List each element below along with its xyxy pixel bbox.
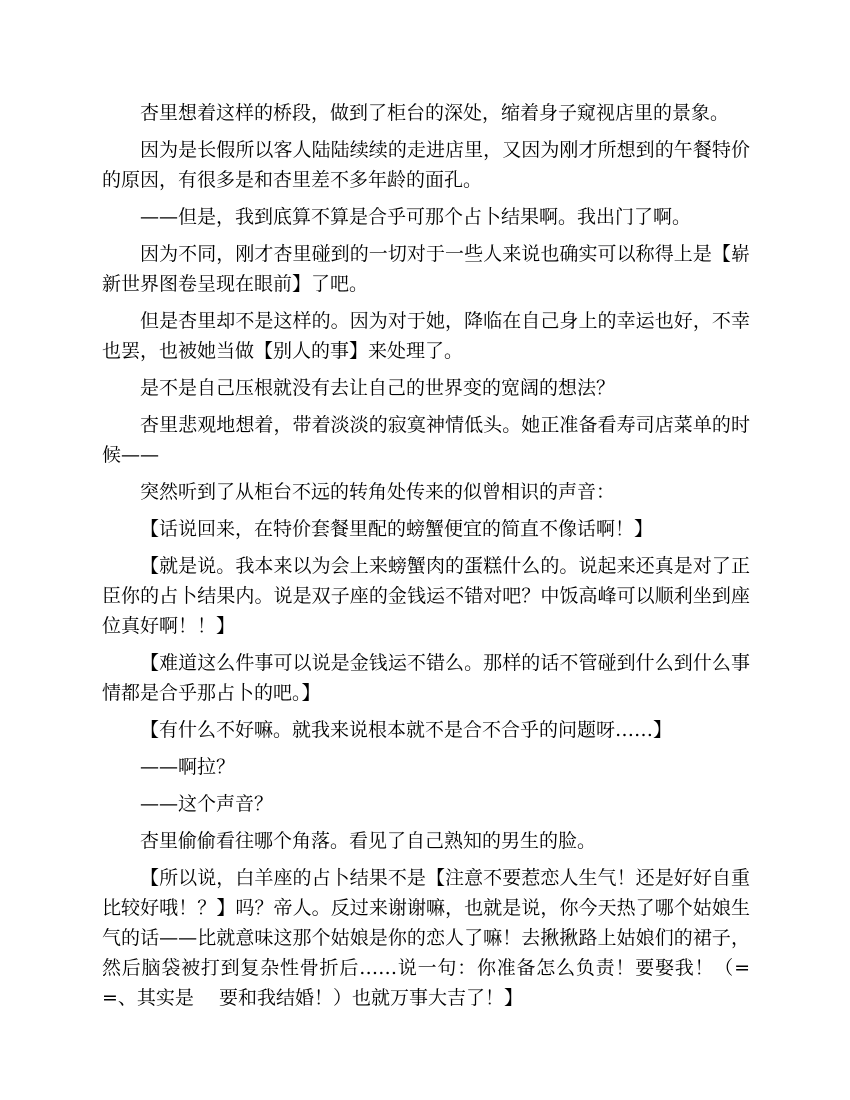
paragraph-8: 突然听到了从柜台不远的转角处传来的似曾相识的声音： bbox=[140, 481, 616, 503]
paragraph-2: 因为是长假所以客人陆陆续续的走进店里，又因为刚才所想到的午餐特价的原因，有很多是和杏里差不多年龄的面孔。 bbox=[102, 139, 750, 191]
paragraph-9: 【话说回来，在特价套餐里配的螃蟹便宜的简直不像话啊！】 bbox=[140, 518, 654, 540]
document-body bbox=[102, 98, 776, 1020]
paragraph-14: ——这个声音？ bbox=[140, 793, 274, 815]
paragraph-1: 杏里想着这样的桥段，做到了柜台的深处，缩着身子窥视店里的景象。 bbox=[140, 102, 730, 124]
paragraph-13: ——啊拉？ bbox=[140, 756, 236, 778]
paragraph-4: 因为不同，刚才杏里碰到的一切对于一些人来说也确实可以称得上是【崭新世界图卷呈现在眼前】了吧。 bbox=[102, 243, 750, 295]
paragraph-5: 但是杏里却不是这样的。因为对于她，降临在自己身上的幸运也好，不幸也罢，也被她当做【别人的事】来处理了。 bbox=[102, 310, 750, 362]
paragraph-15: 杏里偷偷看往哪个角落。看见了自己熟知的男生的脸。 bbox=[140, 830, 597, 852]
paragraph-6: 是不是自己压根就没有去让自己的世界变的宽阔的想法？ bbox=[140, 377, 616, 399]
paragraph-12: 【有什么不好嘛。就我来说根本就不是合不合乎的问题呀……】 bbox=[140, 719, 673, 741]
paragraph-3: ——但是，我到底算不算是合乎可那个占卜结果啊。我出门了啊。 bbox=[140, 206, 692, 228]
paragraph-11: 【难道这么件事可以说是金钱运不错么。那样的话不管碰到什么到什么事情都是合乎那占卜的吧。】 bbox=[102, 652, 750, 704]
paragraph-10: 【就是说。我本来以为会上来螃蟹肉的蛋糕什么的。说起来还真是对了正臣你的占卜结果内。说是双子座的金钱运不错对吧？中饭高峰可以顺利坐到座位真好啊！！】 bbox=[102, 555, 750, 637]
paragraph-16: 【所以说，白羊座的占卜结果不是【注意不要惹恋人生气！还是好好自重比较好哦！？】吗？帝人。反过来谢谢嘛，也就是说，你今天热了哪个姑娘生气的话——比就意味这那个姑娘是你的恋人了嘛！去揪揪路上姑娘们的裙子，然后脑袋被打到复杂性骨折后……说一句：你准备怎么负责！要娶我！（= =、其实是 要和我结婚！）也就万事大吉了！】 bbox=[102, 867, 776, 1009]
paragraph-7: 杏里悲观地想着，带着淡淡的寂寞神情低头。她正准备看寿司店菜单的时候—— bbox=[102, 414, 750, 466]
